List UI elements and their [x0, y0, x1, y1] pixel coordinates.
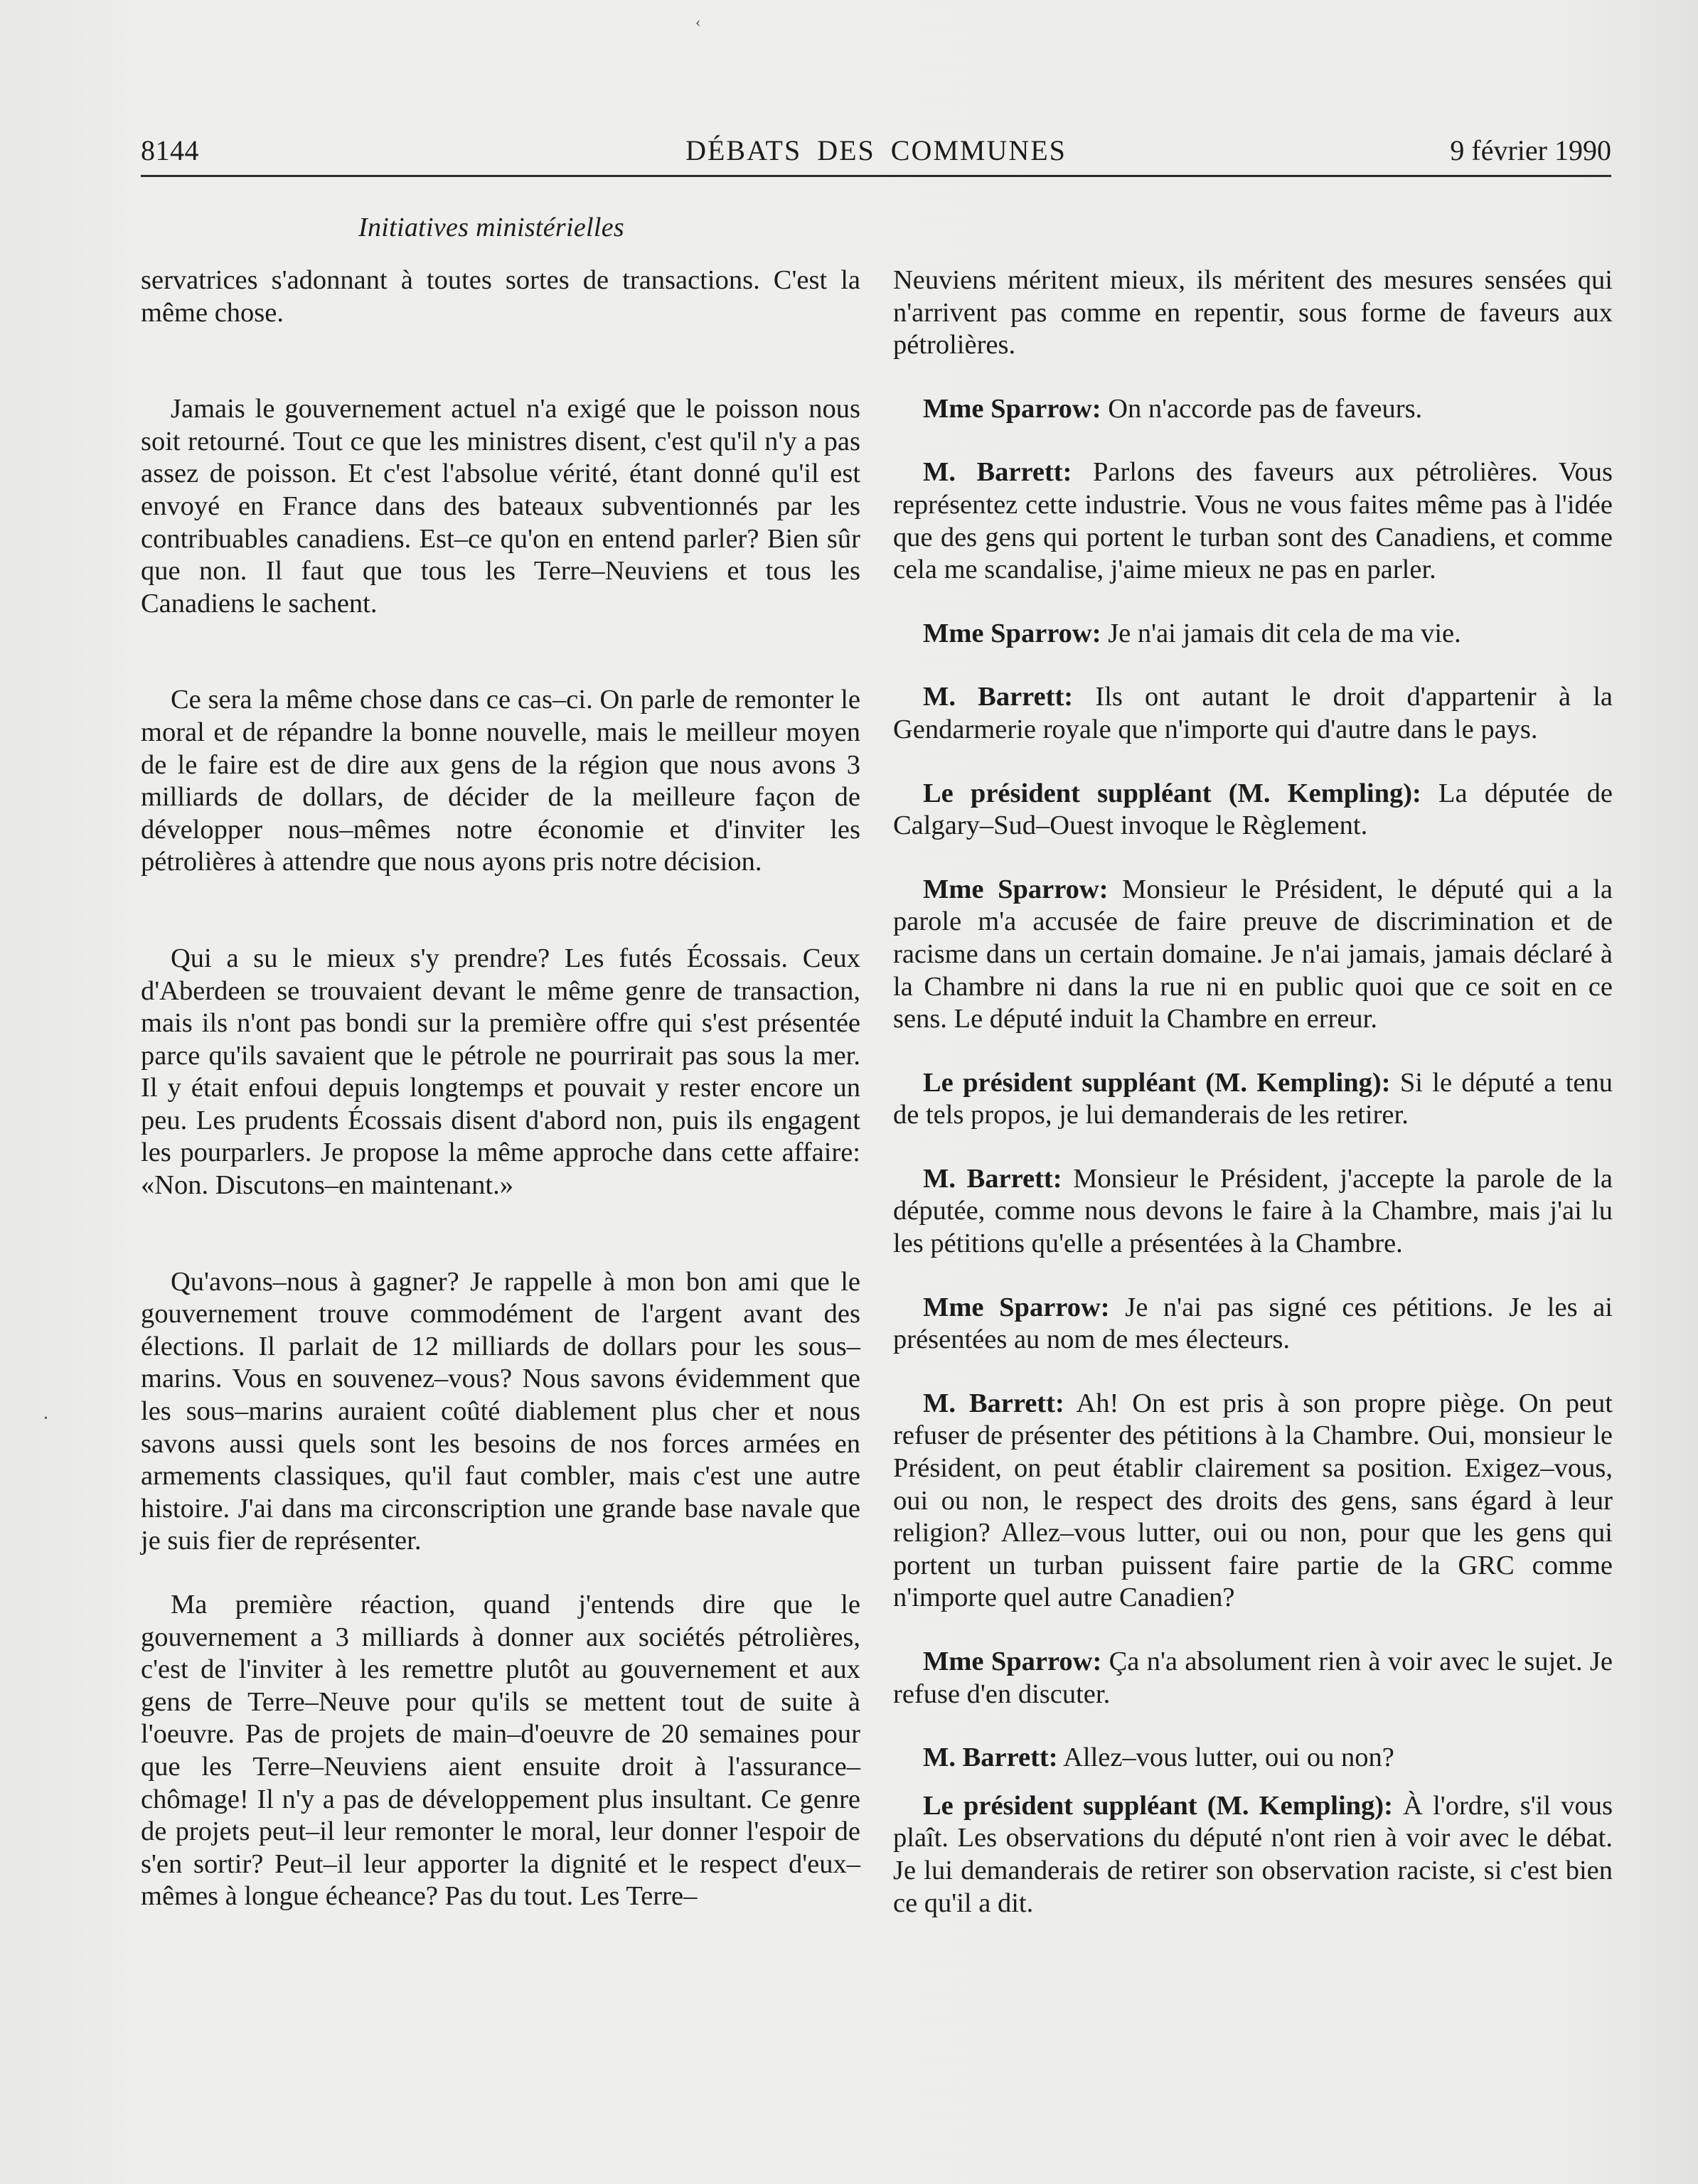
paragraph-text: Qui a su le mieux s'y prendre? Les futés Écossais. Ceux d'Aberdeen se trouvaient devant le même genre de transaction, mais ils n'ont pas bondi sur la première offre qui s'est présentée parce qu'ils savaient que le pétrole ne pourrirait pas sous la mer. Il y était enfoui depuis longtemps et pouvait y rester encore un peu. Les prudents Écossais disent d'abord non, puis ils engagent les pourparlers. Je propose la même approche dans cette affaire: «Non. Discutons–en maintenant.»: [141, 943, 860, 1201]
speech-text: Si le député a tenu de tels propos, je lui demanderais de les retirer.: [893, 1067, 1613, 1130]
speaker-name: M. Barrett:: [923, 1163, 1062, 1194]
paragraph: [141, 393, 860, 620]
speaker-name: M. Barrett:: [923, 457, 1072, 488]
speaker-name: M. Barrett:: [923, 1388, 1064, 1418]
speech: [893, 1790, 1613, 1920]
speaker-name: Mme Sparrow:: [923, 1647, 1102, 1676]
paragraph: [141, 684, 860, 879]
paragraph-text: Neuviens méritent mieux, ils méritent des mesures sensées qui n'arrivent pas comme en repentir, sous forme de faveurs aux pétrolières.: [893, 265, 1613, 360]
page-header: [141, 134, 1611, 178]
paragraph-text: Ce sera la même chose dans ce cas–ci. On parle de remonter le moral et de répandre la bonne nouvelle, mais le meilleur moyen de le faire est de dire aux gens de la région que nous avons 3 milliards de dollars, de décider de la meilleure façon de développer nous–mêmes notre économie et d'inviter les pétrolières à attendre que nous ayons pris notre décision.: [141, 685, 860, 877]
speaker-name: Mme Sparrow:: [923, 874, 1109, 904]
speech-text: Je n'ai pas signé ces pétitions. Je les ai présentées au nom de mes électeurs.: [893, 1292, 1613, 1355]
speech: [893, 1646, 1613, 1711]
paragraph-text: Qu'avons–nous à gagner? Je rappelle à mon bon ami que le gouvernement trouve commodément de l'argent avant des élections. Il parlait de 12 milliards de dollars pour les sous–marins. Vous en souvenez–vous? Nous savons évidemment que les sous–marins auraient coûté diablement plus cher et nous savons aussi quels sont les besoins de nos forces armées en armements classiques, qu'il faut combler, mais c'est une autre histoire. J'ai dans ma circonscription une grande base navale que je suis fier de représenter.: [141, 1266, 860, 1556]
header-date: 9 février 1990: [1450, 134, 1611, 166]
scan-speck: •: [44, 1413, 48, 1424]
right-column: [893, 264, 1613, 1920]
paragraph: [893, 264, 1613, 362]
speech-text: Allez–vous lutter, oui ou non?: [1057, 1743, 1394, 1773]
speech-text: À l'ordre, s'il vous plaît. Les observations du député n'ont rien à voir avec le débat. Je lui demanderais de retirer son observation raciste, si c'est bien ce qu'il a dit.: [893, 1790, 1613, 1918]
paragraph: [141, 943, 860, 1202]
speech-text: On n'accorde pas de faveurs.: [1101, 393, 1423, 424]
speech: [893, 1388, 1613, 1615]
speech: [893, 1742, 1613, 1774]
page-number: 8144: [141, 134, 199, 166]
paragraph-text: Ma première réaction, quand j'entends dire que le gouvernement a 3 milliards à donner aux sociétés pétrolières, c'est de l'inviter à les remettre plutôt au gouvernement et aux gens de Terre–Neuve pour qu'ils se mettent tout de suite à l'oeuvre. Pas de projets de main–d'oeuvre de 20 semaines pour que les Terre–Neuviens aient ensuite droit à l'assurance–chômage! Il n'y a pas de développement plus insultant. Ce genre de projets peut–il leur remonter le moral, leur donner l'espoir de s'en sortir? Peut–il leur apporter la dignité et le respect d'eux–mêmes à longue écheance? Pas du tout. Les Terre–: [141, 1590, 860, 1912]
speaker-name: Mme Sparrow:: [923, 1292, 1110, 1322]
speech: [893, 393, 1613, 426]
speaker-name: Mme Sparrow:: [923, 393, 1101, 424]
speech: [893, 1163, 1613, 1260]
speaker-name: Le président suppléant (M. Kempling):: [923, 1067, 1391, 1098]
scan-speck: ‹: [695, 13, 701, 31]
speech: [893, 618, 1613, 651]
paragraph: [141, 1589, 860, 1913]
paragraph: [141, 264, 860, 329]
speech: [893, 681, 1613, 746]
speech-text: Ah! On est pris à son propre piège. On peut refuser de présenter des pétitions à la Chambre. Oui, monsieur le Président, on peut établir clairement sa position. Exigez–vous, oui ou non, le respect des droits des gens, sans égard à leur religion? Allez–vous lutter, oui ou non, pour que les gens qui portent un turban puissent faire partie de la GRC comme n'importe quel autre Canadien?: [893, 1388, 1613, 1613]
speaker-name: M. Barrett:: [923, 682, 1074, 712]
speech-text: Monsieur le Président, le député qui a la parole m'a accusée de faire preuve de discrimination et de racisme dans un certain domaine. Je n'ai jamais, jamais déclaré à la Chambre ni dans la rue ni en public quoi que ce soit en ce sens. Le député induit la Chambre en erreur.: [893, 874, 1613, 1034]
section-label: Initiatives ministérielles: [358, 213, 625, 242]
speech-text: Je n'ai jamais dit cela de ma vie.: [1101, 618, 1461, 648]
paragraph: [141, 1266, 860, 1558]
speaker-name: Le président suppléant (M. Kempling):: [923, 778, 1421, 808]
header-rule: [141, 175, 1611, 177]
speech-text: Ça n'a absolument rien à voir avec le sujet. Je refuse d'en discuter.: [893, 1647, 1613, 1709]
speech-text: Parlons des faveurs aux pétrolières. Vous représentez cette industrie. Vous ne vous faites même pas à l'idée que des gens qui portent le turban sont des Canadiens, et comme cela me scandalise, j'aime mieux ne pas en parler.: [893, 457, 1613, 585]
speech-text: Ils ont autant le droit d'appartenir à la Gendarmerie royale que n'importe qui d'autre dans le pays.: [893, 682, 1613, 744]
speech: [893, 874, 1613, 1036]
speech-text: La députée de Calgary–Sud–Ouest invoque le Règlement.: [893, 778, 1613, 841]
running-title: DÉBATS DES COMMUNES: [685, 134, 1067, 166]
speaker-name: Le président suppléant (M. Kempling):: [923, 1790, 1393, 1821]
speech: [893, 1292, 1613, 1356]
speaker-name: Mme Sparrow:: [923, 618, 1101, 648]
speaker-name: M. Barrett:: [923, 1743, 1058, 1773]
speech-text: Monsieur le Président, j'accepte la parole de la députée, comme nous devons le faire à la Chambre, mais j'ai lu les pétitions qu'elle a présentées à la Chambre.: [893, 1163, 1613, 1259]
paragraph-text: Jamais le gouvernement actuel n'a exigé que le poisson nous soit retourné. Tout ce que les ministres disent, c'est qu'il n'y a pas assez de poisson. Et c'est l'absolue vérité, étant donné qu'il est envoyé en France dans des bateaux subventionnés par les contribuables canadiens. Est–ce qu'on en entend parler? Bien sûr que non. Il faut que tous les Terre–Neuviens et tous les Canadiens le sachent.: [141, 394, 860, 619]
left-column: [141, 264, 860, 1913]
speech: [893, 778, 1613, 842]
speech: [893, 1067, 1613, 1132]
paragraph-text: servatrices s'adonnant à toutes sortes de transactions. C'est la même chose.: [141, 265, 860, 328]
speech: [893, 456, 1613, 586]
